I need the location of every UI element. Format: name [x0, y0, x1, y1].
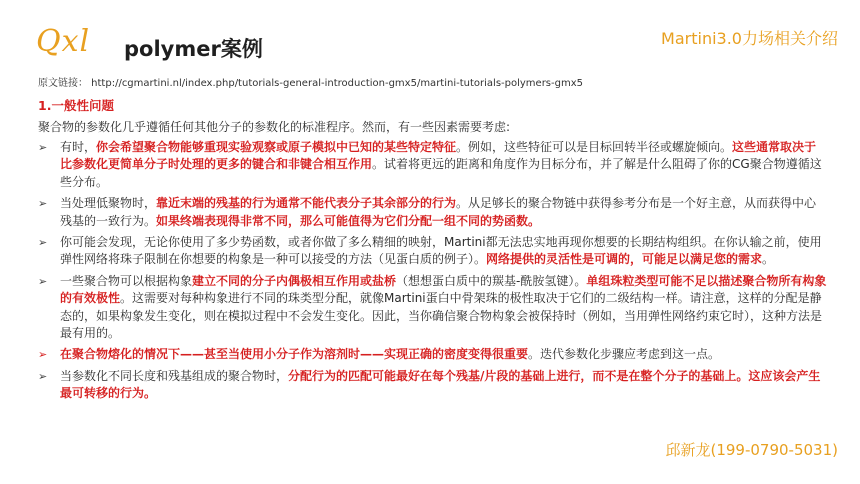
- bullet-item: [38, 346, 828, 363]
- highlighted-text: 你会希望聚合物能够重现实验观察或原子模拟中已知的某些特定特征: [96, 140, 457, 154]
- highlighted-text: 分配行为的匹配可能最好在每个残基/片段的基础上进行，而不是在整个分子的基础上。这应该会产生最可转移的行为。: [60, 368, 821, 401]
- body-text: 。例如，这些特征可以是目标回转半径或螺旋倾向。: [456, 140, 733, 154]
- bullet-item: [38, 195, 828, 230]
- arrow-bullet-icon: ➢: [38, 236, 48, 250]
- body-text: 。试着将更远的距离和角度作为目标分布，并了解是什么阻碍了你的CG聚合物遵循这些分布。: [60, 157, 822, 189]
- highlighted-text: 这些通常取决于比参数化更简单分子时处理的更多的键合和非键合相互作用: [60, 140, 817, 172]
- arrow-bullet-icon: ➢: [38, 274, 48, 288]
- body-text: 有时，: [60, 140, 97, 154]
- bullet-list: [38, 139, 828, 407]
- source-link[interactable]: 原文链接： http://cgmartini.nl/index.php/tutorials-general-introduction-gmx5/martini-tutorials-polymers-gmx5: [38, 78, 583, 89]
- arrow-bullet-icon: ➢: [38, 197, 48, 211]
- highlighted-text: 建立不同的分子内偶极相互作用或盐桥: [192, 273, 397, 288]
- section-title: 1.一般性问题: [38, 98, 114, 113]
- arrow-bullet-icon: ➢: [38, 141, 48, 154]
- intro-text: 聚合物的参数化几乎遵循任何其他分子的参数化的标准程序。然而，有一些因素需要考虑:: [38, 120, 511, 134]
- page-title: polymer案例: [124, 37, 263, 61]
- arrow-bullet-icon: ➢: [38, 348, 48, 362]
- body-text: 当参数化不同长度和残基组成的聚合物时，: [60, 368, 289, 383]
- header-topic: Martini3.0力场相关介绍: [661, 29, 838, 48]
- highlighted-text: 在聚合物熔化的情况下——甚至当使用小分子作为溶剂时——实现正确的密度变得很重要: [60, 347, 529, 362]
- body-text: 。迭代参数化步骤应考虑到这一点。: [528, 347, 721, 362]
- body-text: 。从足够长的聚合物链中获得参考分布是一个好主意，从而获得中心残基的一致行为。: [60, 196, 817, 228]
- highlighted-text: 靠近末端的残基的行为通常不能代表分子其余部分的行为: [156, 196, 457, 211]
- arrow-bullet-icon: ➢: [38, 369, 48, 383]
- author-contact: 邱新龙(199-0790-5031): [665, 441, 838, 459]
- body-text: 你可能会发现，无论你使用了多少势函数，或者你做了多么精细的映射，Martini都无法忠实地再现你想要的长期结构组织。在你认输之前，使用弹性网络将珠子限制在你想要的构象是一种可以接受的方法（见蛋白质的例子）。: [60, 235, 822, 267]
- logo: Qxl: [36, 24, 91, 59]
- body-text: （想想蛋白质中的羰基-酰胺氢键）。: [396, 273, 587, 288]
- bullet-item: [38, 234, 828, 269]
- highlighted-text: 网络提供的灵活性是可调的，可能足以满足您的需求: [486, 252, 763, 267]
- body-text: 。: [762, 252, 775, 267]
- body-text: 。这需要对每种构象进行不同的珠类型分配，就像Martini蛋白中骨架珠的极性取决于它们的二级结构一样。请注意，这样的分配是静态的，如果构象发生变化，则在模拟过程中不会发生变化。因此，当你确信聚合物构象会被保持时（例如，当用弹性网络约束它时），这种方法是最有用的。: [60, 291, 823, 341]
- bullet-item: [38, 273, 828, 343]
- bullet-item: [38, 368, 828, 403]
- bullet-item: [38, 139, 828, 191]
- body-text: 一些聚合物可以根据构象: [60, 273, 193, 288]
- highlighted-text: 如果终端表现得非常不同，那么可能值得为它们分配一组不同的势函数。: [156, 213, 541, 228]
- body-text: 当处理低聚物时，: [60, 196, 157, 211]
- highlighted-text: 单组珠粒类型可能不足以描述聚合物所有构象的有效极性: [60, 273, 827, 306]
